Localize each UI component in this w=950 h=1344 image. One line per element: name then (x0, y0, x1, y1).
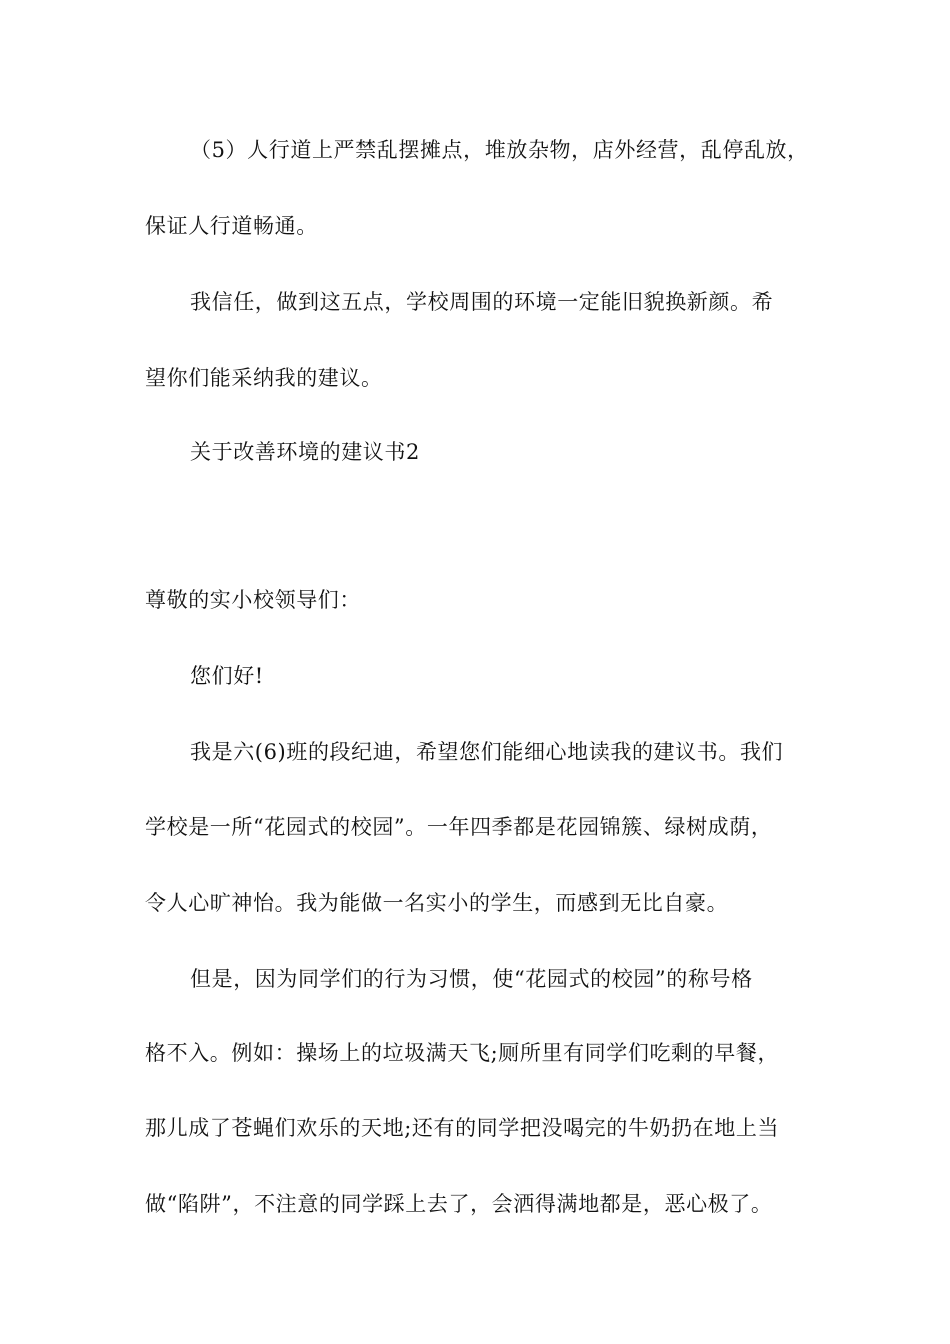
paragraph-line: 格不入。例如：操场上的垃圾满天飞;厕所里有同学们吃剩的早餐， (145, 1041, 780, 1065)
paragraph-line: 我是六(6)班的段纪迪，希望您们能细心地读我的建议书。我们 (190, 740, 784, 764)
salutation: 尊敬的实小校领导们： (145, 588, 361, 612)
paragraph-line: （5）人行道上严禁乱摆摊点，堆放杂物，店外经营，乱停乱放， (190, 138, 809, 162)
greeting: 您们好! (190, 664, 264, 688)
paragraph-line: 我信任，做到这五点，学校周围的环境一定能旧貌换新颜。希 (190, 290, 774, 314)
section-heading: 关于改善环境的建议书2 (190, 440, 420, 464)
paragraph-line: 令人心旷神怡。我为能做一名实小的学生，而感到无比自豪。 (145, 891, 729, 915)
paragraph-line: 保证人行道畅通。 (145, 214, 318, 238)
paragraph-line: 但是，因为同学们的行为习惯，使“花园式的校园”的称号格 (190, 967, 753, 991)
paragraph-line: 那儿成了苍蝇们欢乐的天地;还有的同学把没喝完的牛奶扔在地上当 (145, 1116, 780, 1140)
paragraph-line: 学校是一所“花园式的校园”。一年四季都是花园锦簇、绿树成荫， (145, 815, 773, 839)
paragraph-line: 做“陷阱”，不注意的同学踩上去了，会洒得满地都是，恶心极了。 (145, 1192, 773, 1216)
paragraph-line: 望你们能采纳我的建议。 (145, 366, 383, 390)
